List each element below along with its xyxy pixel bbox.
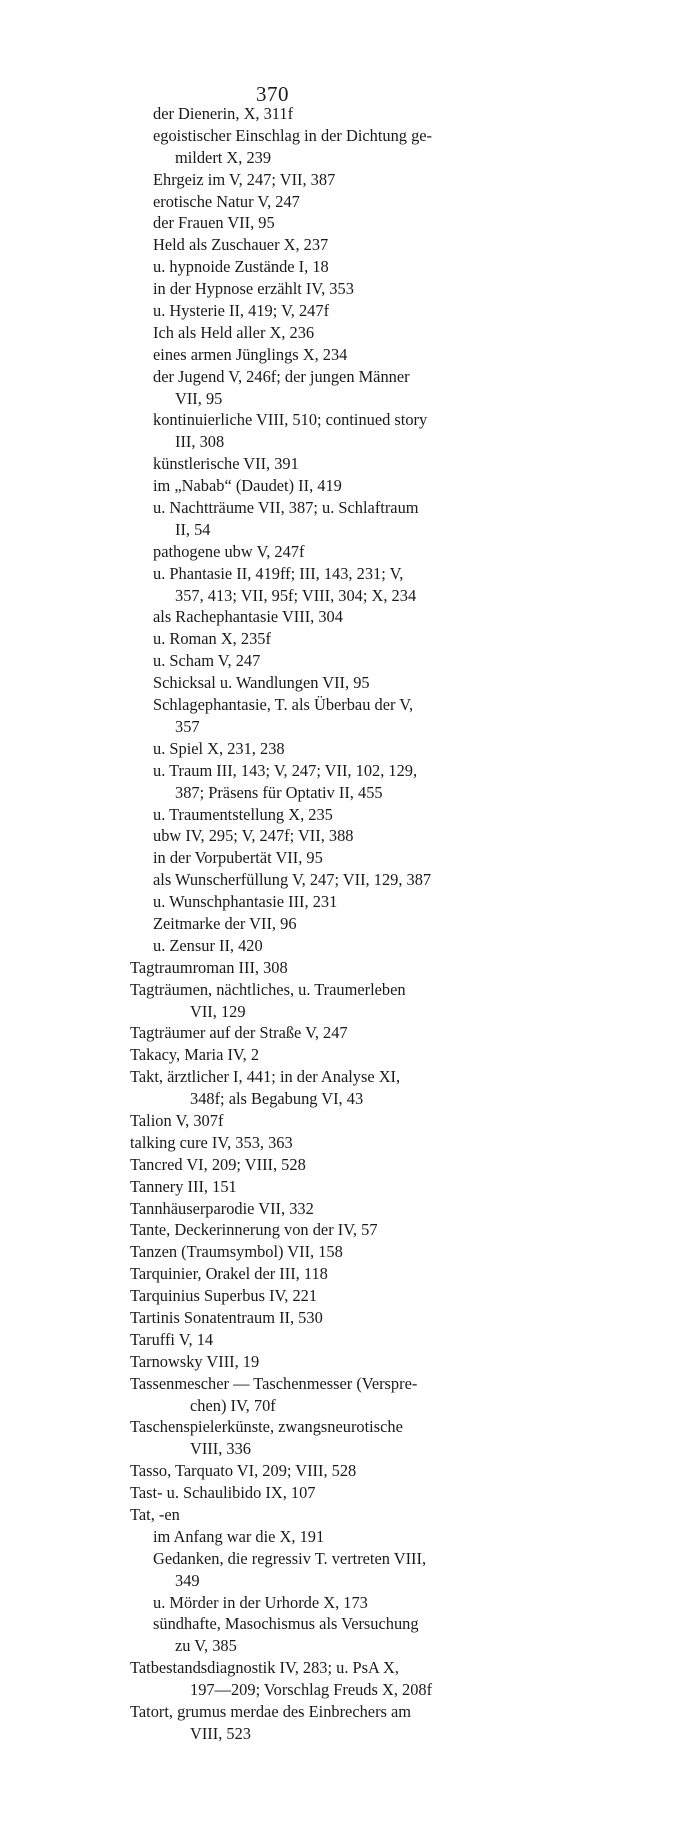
index-subentry: der Jugend V, 246f; der jungen Männer [153,366,410,386]
index-subentry: Held als Zuschauer X, 237 [153,235,329,255]
index-entry: Tatbestandsdiagnostik IV, 283; u. PsA X, [130,1658,399,1678]
index-entry: Tarquinius Superbus IV, 221 [130,1286,318,1306]
index-subentry: mildert X, 239 [175,147,272,167]
index-subentry: 197—209; Vorschlag Freuds X, 208f [190,1680,433,1700]
index-subentry: 387; Präsens für Optativ II, 455 [175,782,383,802]
index-subentry: als Wunscherfüllung V, 247; VII, 129, 387 [153,870,432,890]
index-subentry: der Dienerin, X, 311f [153,104,294,123]
index-entry: Tagträumer auf der Straße V, 247 [130,1023,348,1043]
index-subentry: Schlagephantasie, T. als Überbau der V, [153,695,414,715]
index-subentry: Zeitmarke der VII, 96 [153,913,297,933]
index-entry: Tasso, Tarquato VI, 209; VIII, 528 [130,1461,357,1481]
index-subentry: Schicksal u. Wandlungen VII, 95 [153,673,370,693]
index-subentry: 357 [175,716,200,736]
index-subentry: u. Zensur II, 420 [153,935,263,955]
index-subentry: u. Wunschphantasie III, 231 [153,892,338,912]
index-entry: Tanzen (Traumsymbol) VII, 158 [130,1242,343,1262]
index-entry: Tatort, grumus merdae des Einbrechers am [130,1702,412,1722]
index-entry: Tante, Deckerinnerung von der IV, 57 [130,1220,378,1240]
index-entry: Tarquinier, Orakel der III, 118 [130,1264,328,1284]
index-subentry: Gedanken, die regressiv T. vertreten VIII, [153,1548,427,1568]
index-subentry: eines armen Jünglings X, 234 [153,344,348,364]
index-subentry: VIII, 523 [190,1723,251,1743]
index-entry: Takt, ärztlicher I, 441; in der Analyse XI, [130,1067,401,1087]
index-subentry: Ich als Held aller X, 236 [153,322,315,342]
index-entry: Tannery III, 151 [130,1176,237,1196]
index-subentry: u. Spiel X, 231, 238 [153,738,285,758]
index-subentry: VII, 129 [190,1001,246,1021]
index-subentry: der Frauen VII, 95 [153,213,275,233]
page-number: 370 [256,82,289,106]
index-entry: Talion V, 307f [130,1110,224,1130]
index-subentry: III, 308 [175,432,225,452]
index-subentry: kontinuierliche VIII, 510; continued story [153,410,428,430]
index-entry: Tartinis Sonatentraum II, 530 [130,1307,323,1327]
index-entry: Tast- u. Schaulibido IX, 107 [130,1483,316,1503]
index-subentry: pathogene ubw V, 247f [153,541,305,561]
index-subentry: zu V, 385 [175,1636,237,1656]
index-subentry: im „Nabab“ (Daudet) II, 419 [153,476,342,496]
index-subentry: egoistischer Einschlag in der Dichtung ge- [153,125,433,145]
index-subentry: u. Traum III, 143; V, 247; VII, 102, 129, [153,760,418,780]
index-subentry: künstlerische VII, 391 [153,454,299,474]
index-entry: Tannhäuserparodie VII, 332 [130,1198,314,1218]
index-subentry: II, 54 [175,519,211,539]
index-subentry: u. Nachtträume VII, 387; u. Schlaftraum [153,498,419,518]
index-entry: Tagtraumroman III, 308 [130,957,288,977]
index-subentry: in der Vorpubertät VII, 95 [153,848,323,868]
index-subentry: Ehrgeiz im V, 247; VII, 387 [153,169,336,189]
index-entry: Taschenspielerkünste, zwangsneurotische [130,1417,403,1437]
index-entries [130,103,550,1745]
index-subentry: u. Mörder in der Urhorde X, 173 [153,1592,368,1612]
index-subentry: 348f; als Begabung VI, 43 [190,1089,364,1109]
index-entry: Tat, -en [130,1505,180,1524]
index-subentry: in der Hypnose erzählt IV, 353 [153,279,354,299]
index-subentry: u. Scham V, 247 [153,651,261,671]
index-entry: Tagträumen, nächtliches, u. Traumerleben [130,979,406,999]
index-subentry: u. Roman X, 235f [153,629,271,649]
index-subentry: im Anfang war die X, 191 [153,1526,325,1546]
index-subentry: u. Hysterie II, 419; V, 247f [153,301,330,321]
index-subentry: VII, 95 [175,388,223,408]
index-entry: Tancred VI, 209; VIII, 528 [130,1154,306,1174]
index-subentry: sündhafte, Masochismus als Versuchung [153,1614,419,1634]
index-subentry: erotische Natur V, 247 [153,191,300,211]
index-subentry: ubw IV, 295; V, 247f; VII, 388 [153,826,354,846]
index-subentry: VIII, 336 [190,1439,251,1459]
index-subentry: 349 [175,1570,200,1590]
index-subentry: als Rachephantasie VIII, 304 [153,607,343,627]
index-subentry: u. hypnoide Zustände I, 18 [153,257,329,277]
index-subentry: u. Traumentstellung X, 235 [153,804,333,824]
index-entry: Tassenmescher — Taschenmesser (Verspre- [130,1373,418,1393]
index-entry: Taruffi V, 14 [130,1329,214,1349]
index-subentry: u. Phantasie II, 419ff; III, 143, 231; V, [153,563,404,583]
index-subentry: 357, 413; VII, 95f; VIII, 304; X, 234 [175,585,417,605]
index-entry: Takacy, Maria IV, 2 [130,1045,260,1065]
index-entry: talking cure IV, 353, 363 [130,1132,293,1152]
index-entry: Tarnowsky VIII, 19 [130,1351,260,1371]
index-subentry: chen) IV, 70f [190,1395,276,1415]
